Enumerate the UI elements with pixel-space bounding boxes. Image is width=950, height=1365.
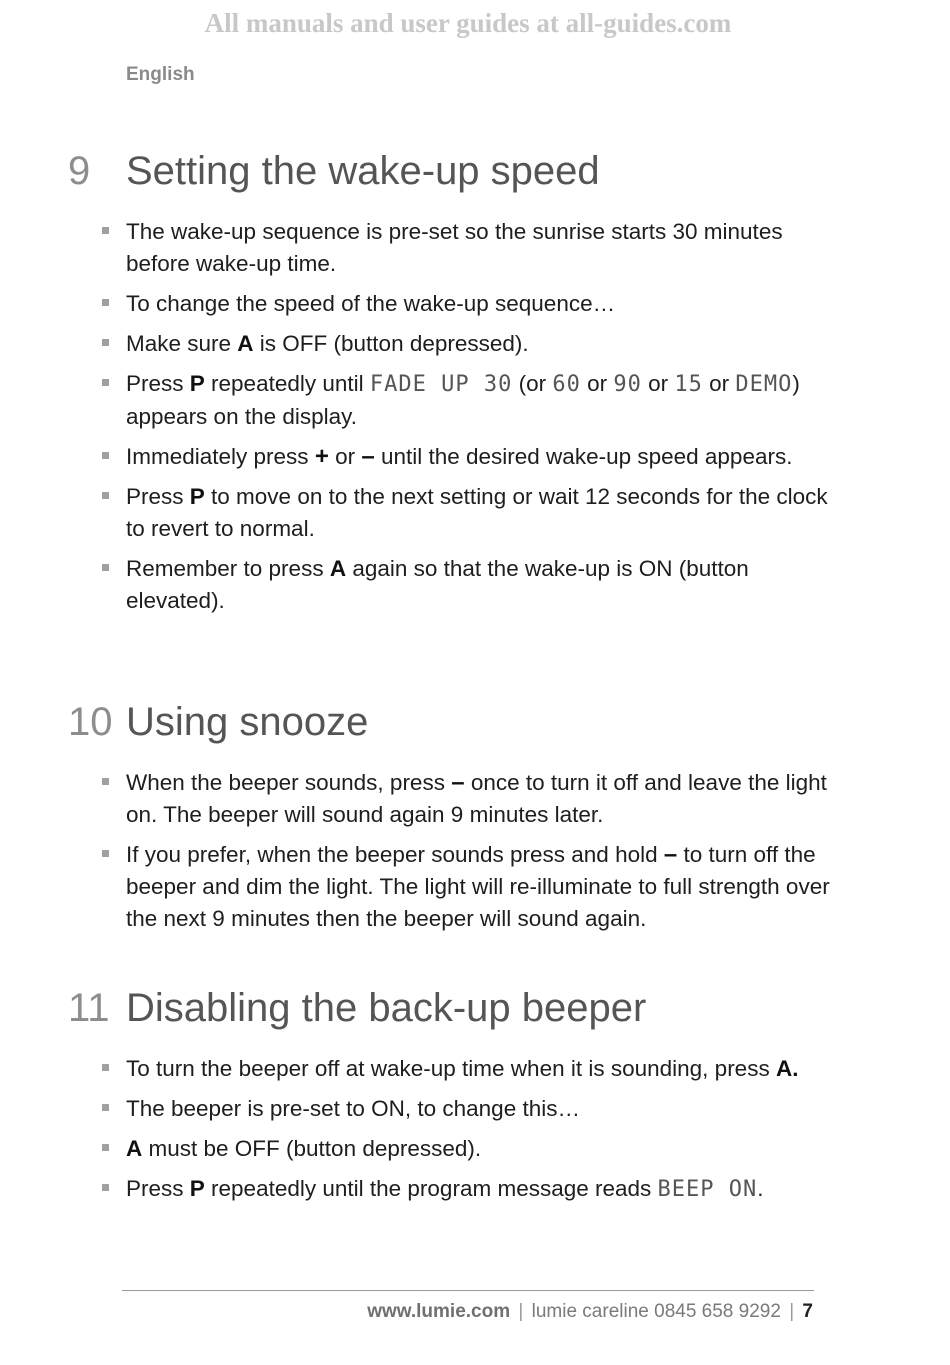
- list-item: [0, 368, 950, 433]
- button-symbol: +: [314, 443, 329, 470]
- bold-key: P: [189, 1176, 205, 1201]
- text-run: Remember to press: [126, 556, 330, 581]
- bullet-list: [0, 216, 950, 617]
- footer-url: www.lumie.com: [367, 1301, 511, 1322]
- text-run: The beeper is pre-set to ON, to change this…: [126, 1096, 580, 1121]
- section-wake-up-speed: [0, 146, 950, 625]
- display-message: 60: [552, 372, 581, 397]
- bold-key: A: [126, 1136, 143, 1161]
- bullet-square-icon: [102, 299, 109, 306]
- text-run: to turn off the beeper and dim the light. The light will re-illuminate to full strength over the next 9 minutes then the beeper will sound again.: [126, 842, 830, 931]
- bullet-square-icon: [102, 227, 109, 234]
- list-item: [0, 1053, 950, 1085]
- button-symbol: –: [663, 841, 678, 868]
- bullet-square-icon: [102, 1144, 109, 1151]
- text-run: To change the speed of the wake-up sequence…: [126, 291, 616, 316]
- bold-key: A.: [775, 1056, 799, 1081]
- text-run: The wake-up sequence is pre-set so the sunrise starts 30 minutes before wake-up time.: [126, 219, 783, 276]
- text-run: Immediately press: [126, 444, 315, 469]
- bold-key: A: [329, 556, 347, 581]
- section-heading: [0, 697, 950, 747]
- list-item: [0, 216, 950, 280]
- text-run: (or: [512, 371, 553, 396]
- section-number: 10: [68, 700, 113, 744]
- bullet-square-icon: [102, 492, 109, 499]
- bullet-square-icon: [102, 564, 109, 571]
- list-item: [0, 767, 950, 831]
- list-item: [0, 1093, 950, 1125]
- text-run: must be OFF (button depressed).: [142, 1136, 482, 1161]
- list-item: [0, 1133, 950, 1165]
- button-symbol: –: [451, 769, 465, 796]
- display-message: 90: [613, 372, 642, 397]
- text-run: to move on to the next setting or wait 12 seconds for the clock to revert to normal.: [126, 484, 828, 541]
- text-run: repeatedly until: [204, 371, 370, 396]
- text-run: repeatedly until the program message reads: [204, 1176, 658, 1201]
- list-item: [0, 441, 950, 473]
- section-heading: [0, 983, 950, 1033]
- display-message: DEMO: [735, 372, 793, 397]
- list-item: [0, 1173, 950, 1206]
- section-disabling-beeper: [0, 983, 950, 1214]
- language-label: English: [126, 64, 195, 85]
- footer-careline: lumie careline 0845 658 9292: [531, 1301, 781, 1322]
- bold-key: P: [189, 371, 205, 396]
- bullet-list: [0, 1053, 950, 1206]
- watermark: All manuals and user guides at all-guides.com: [204, 8, 732, 38]
- bullet-square-icon: [102, 379, 109, 386]
- text-run: To turn the beeper off at wake-up time when it is sounding, press: [126, 1056, 776, 1081]
- footer: [367, 1301, 813, 1323]
- bullet-square-icon: [102, 1184, 109, 1191]
- text-run: or: [580, 371, 614, 396]
- bullet-square-icon: [102, 850, 109, 857]
- section-heading: [0, 146, 950, 196]
- section-title: Disabling the back-up beeper: [126, 986, 647, 1030]
- bullet-square-icon: [102, 778, 109, 785]
- bullet-square-icon: [102, 452, 109, 459]
- section-title: Using snooze: [126, 700, 369, 744]
- footer-divider: [122, 1290, 814, 1291]
- bold-key: A: [237, 331, 254, 356]
- section-number: 9: [68, 149, 91, 193]
- text-run: or: [641, 371, 675, 396]
- text-run: If you prefer, when the beeper sounds press and hold: [126, 842, 664, 867]
- text-run: or: [328, 444, 362, 469]
- page-number: 7: [802, 1301, 813, 1322]
- list-item: [0, 839, 950, 935]
- text-run: Press: [126, 1176, 190, 1201]
- footer-separator: |: [518, 1301, 524, 1322]
- text-run: once to turn it off and leave the light on. The beeper will sound again 9 minutes later.: [126, 770, 827, 827]
- list-item: [0, 288, 950, 320]
- display-message: 15: [674, 372, 703, 397]
- text-run: is OFF (button depressed).: [253, 331, 529, 356]
- display-message: FADE UP 30: [369, 372, 513, 397]
- button-symbol: –: [361, 443, 375, 470]
- section-using-snooze: [0, 697, 950, 943]
- text-run: until the desired wake-up speed appears.: [374, 444, 793, 469]
- text-run: or: [702, 371, 736, 396]
- text-run: again so that the wake-up is ON (button elevated).: [126, 556, 749, 613]
- bullet-list: [0, 767, 950, 935]
- list-item: [0, 328, 950, 360]
- section-title: Setting the wake-up speed: [126, 149, 600, 193]
- list-item: [0, 553, 950, 617]
- bullet-square-icon: [102, 339, 109, 346]
- text-run: Press: [126, 371, 190, 396]
- footer-separator: |: [789, 1301, 795, 1322]
- list-item: [0, 481, 950, 545]
- text-run: When the beeper sounds, press: [126, 770, 452, 795]
- bullet-square-icon: [102, 1064, 109, 1071]
- bold-key: P: [189, 484, 205, 509]
- text-run: Make sure: [126, 331, 238, 356]
- text-run: ) appears on the display.: [126, 371, 800, 429]
- bullet-square-icon: [102, 1104, 109, 1111]
- text-run: Press: [126, 484, 190, 509]
- text-run: .: [757, 1176, 764, 1201]
- display-message: BEEP ON: [657, 1177, 758, 1202]
- section-number: 11: [68, 986, 110, 1030]
